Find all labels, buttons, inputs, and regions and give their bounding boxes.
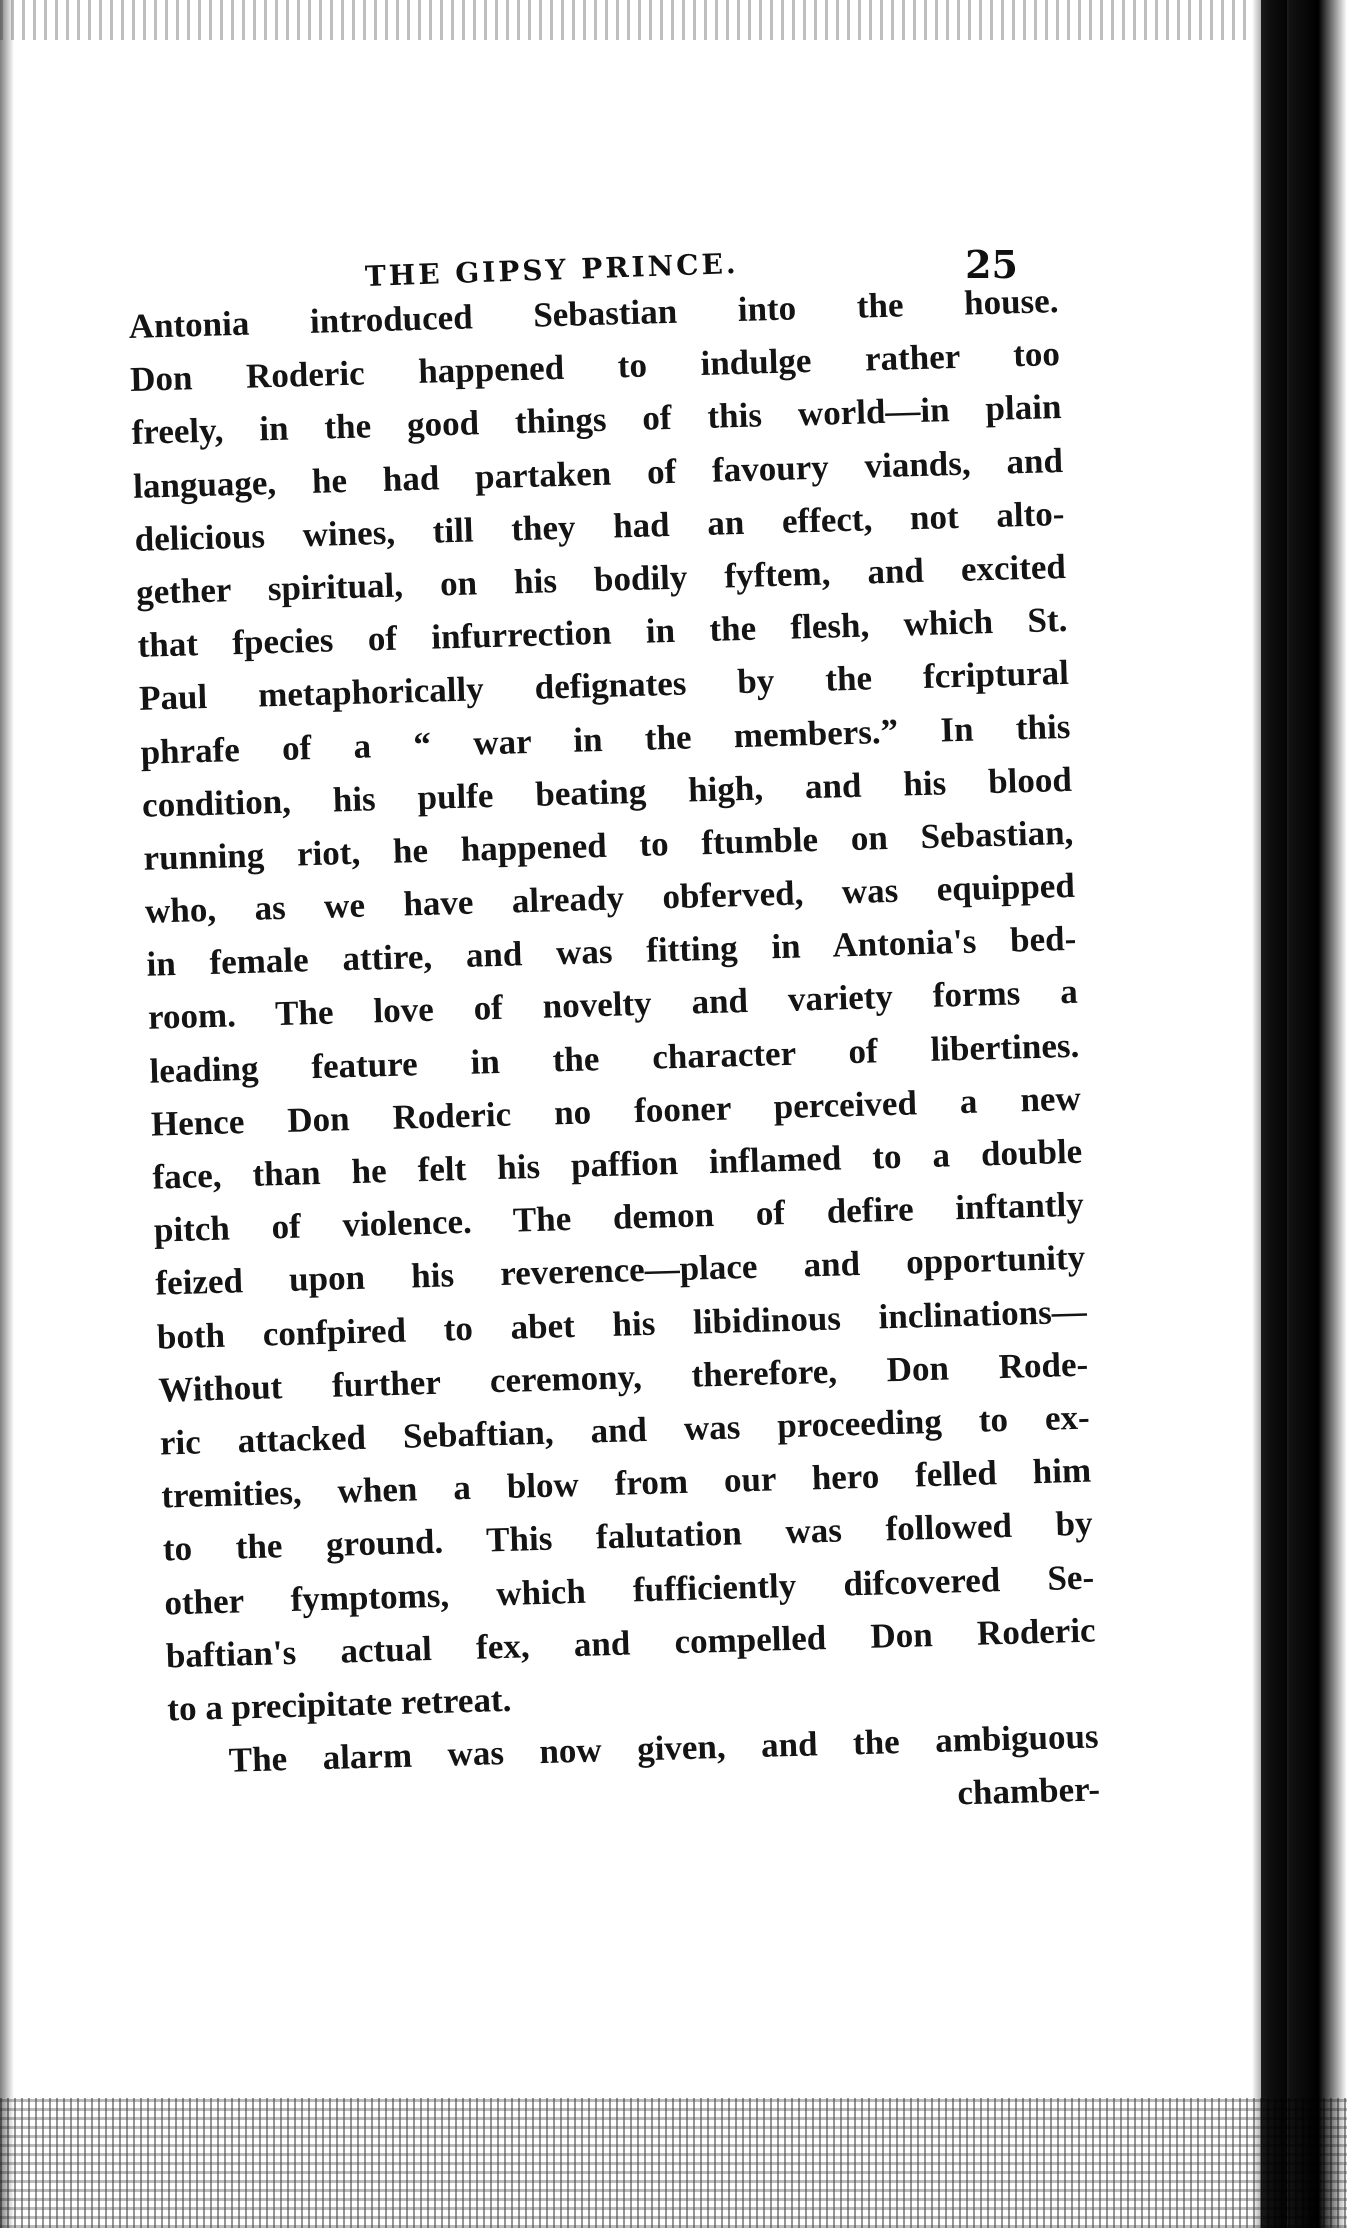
text-line: tremities, when a blow from our hero felled him — [160, 1450, 1092, 1516]
body-text — [128, 274, 1101, 1842]
text-line: Paul metaphorically defignates by the fcriptural — [138, 653, 1070, 719]
text-line: Without further ceremony, therefore, Don Rode- — [157, 1344, 1089, 1410]
text-line: baftian's actual fex, and compelled Don Roderic — [165, 1610, 1097, 1676]
text-line: who, as we have already obferved, was equipped — [144, 865, 1076, 931]
text-line: freely, in the good things of this world—in plain — [131, 387, 1062, 453]
text-line: to the ground. This falutation was followed by — [162, 1503, 1094, 1569]
scan-edge-left — [0, 0, 14, 2228]
text-line: gether spiritual, on his bodily fyftem, and excited — [135, 546, 1067, 612]
scan-noise-top — [0, 0, 1347, 40]
text-line: face, than he felt his paffion inflamed to a double — [151, 1131, 1083, 1197]
text-line: phrafe of a “ war in the members.” In this — [140, 706, 1071, 772]
text-line: Hence Don Roderic no fooner perceived a new — [150, 1078, 1082, 1144]
text-line: both confpired to abet his libidinous inclinations— — [156, 1291, 1088, 1357]
page-edge-shadow — [1261, 0, 1287, 2228]
catchword: chamber- — [956, 1769, 1101, 1813]
text-line: feized upon his reverence—place and opportunity — [154, 1238, 1086, 1303]
text-line: language, he had partaken of favoury viands, and — [132, 440, 1064, 506]
text-line: ric attacked Sebaftian, and was proceeding to ex- — [159, 1397, 1091, 1463]
page-number: 25 — [965, 242, 1018, 287]
scan-noise-bottom — [0, 2098, 1347, 2228]
paragraph-start-line: The alarm was now given, and the ambiguous — [228, 1716, 1100, 1780]
text-line: delicious wines, till they had an effect, not alto- — [134, 493, 1065, 559]
text-line: Don Roderic happened to indulge rather too — [129, 334, 1061, 400]
text-line: leading feature in the character of libertines. — [148, 1025, 1080, 1091]
text-line: in female attire, and was fitting in Antonia's bed- — [146, 919, 1077, 984]
text-line: room. The love of novelty and variety forms a — [147, 972, 1079, 1038]
text-line: other fymptoms, which fufficiently difcovered Se- — [163, 1557, 1095, 1622]
text-line: Antonia introduced Sebastian into the house. — [128, 281, 1059, 346]
text-line: condition, his pulfe beating high, and his blood — [141, 759, 1073, 825]
text-line: to a precipitate retreat. — [166, 1679, 512, 1729]
text-line: pitch of violence. The demon of defire inftantly — [153, 1184, 1085, 1250]
text-line: that fpecies of infurrection in the flesh, which St. — [137, 600, 1068, 665]
running-title: THE GIPSY PRINCE. — [364, 246, 740, 293]
text-line: running riot, he happened to ftumble on Sebastian, — [143, 812, 1074, 878]
